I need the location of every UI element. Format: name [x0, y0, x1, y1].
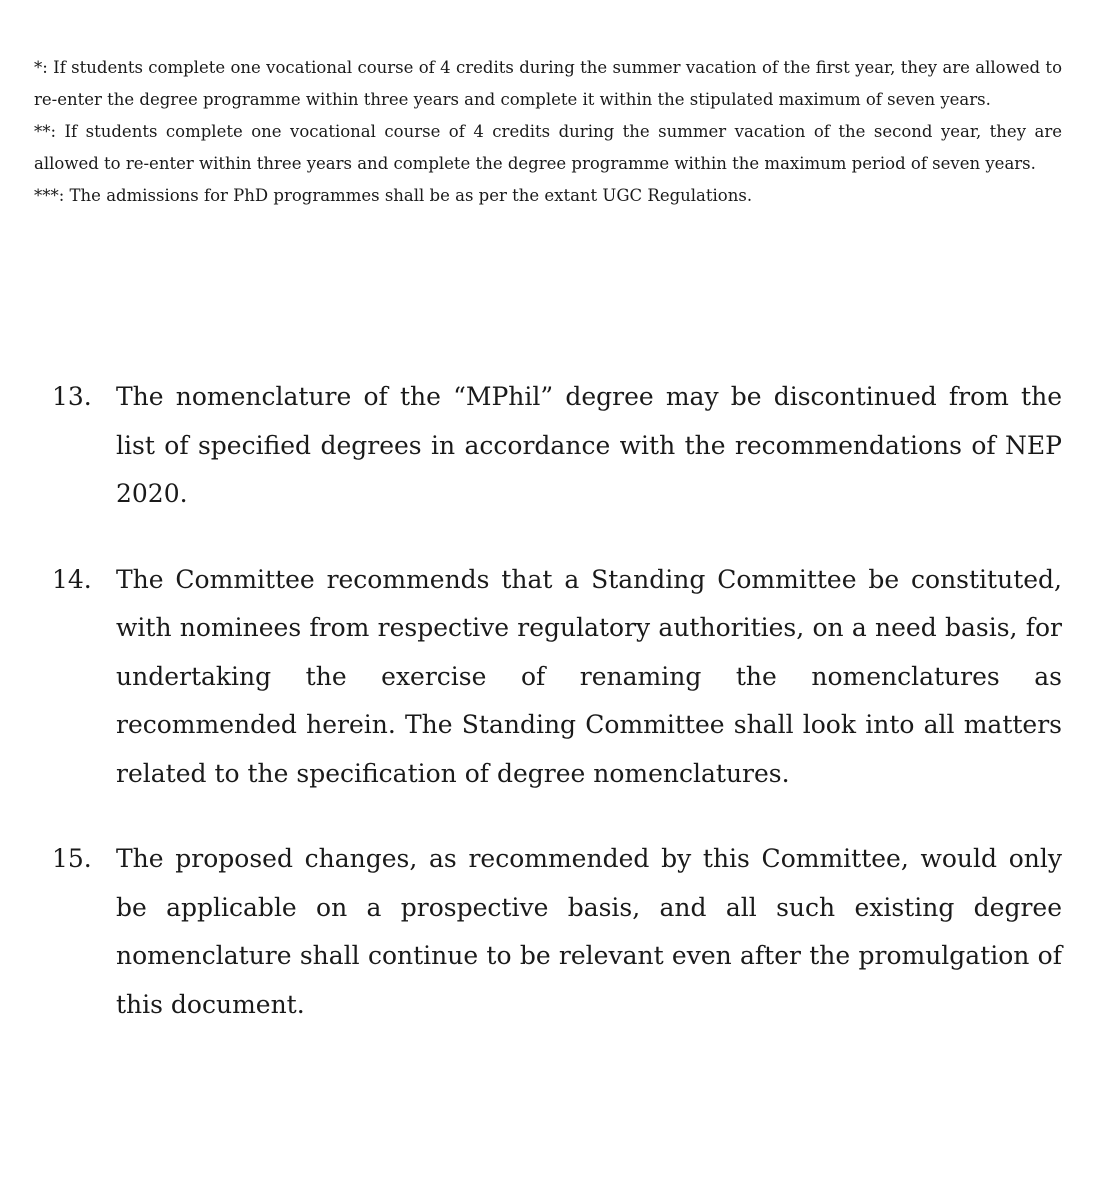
- footnote-text: : If students complete one vocational course of 4 credits during the summer vacation of the second year, they are allowed to re-enter within three years and complete the degree programme within the maximum period of seven years.: [34, 122, 1062, 173]
- footnote-marker: ***: [34, 186, 59, 205]
- paragraph-text: The Committee recommends that a Standing Committee be constituted, with nominees from respective regulatory authorities, on a need basis, for undertaking the exercise of renaming the nomenclatures as recommended herein. The Standing Committee shall look into all matters related to the specification of degree nomenclatures.: [116, 564, 1062, 788]
- footnote-text: : The admissions for PhD programmes shall be as per the extant UGC Regulations.: [58, 186, 753, 205]
- footnote-phd-admissions: [34, 180, 1062, 212]
- paragraph-number: 13.: [52, 382, 92, 411]
- footnote-text: : If students complete one vocational course of 4 credits during the summer vacation of the first year, they are allowed to re-enter the degree programme within three years and complete it within the stipulated maximum of seven years.: [34, 58, 1062, 109]
- footnote-first-year: [34, 52, 1062, 116]
- numbered-paragraphs: [52, 373, 1062, 1066]
- footnotes: [34, 52, 1062, 212]
- paragraph-text: The nomenclature of the “MPhil” degree may be discontinued from the list of specified degrees in accordance with the recommendations of NEP 2020.: [116, 382, 1062, 508]
- footnote-marker: *: [34, 58, 43, 77]
- paragraph-number: 15.: [52, 844, 92, 873]
- paragraph-number: 14.: [52, 564, 92, 594]
- footnote-second-year: [34, 116, 1062, 180]
- paragraph-14: [52, 556, 1062, 799]
- footnote-marker: **: [34, 122, 51, 141]
- paragraph-13: [52, 373, 1062, 519]
- paragraph-text: The proposed changes, as recommended by this Committee, would only be applicable on a prospective basis, and all such existing degree nomenclature shall continue to be relevant even after the promulgation of this document.: [116, 844, 1062, 1019]
- paragraph-15: [52, 835, 1062, 1029]
